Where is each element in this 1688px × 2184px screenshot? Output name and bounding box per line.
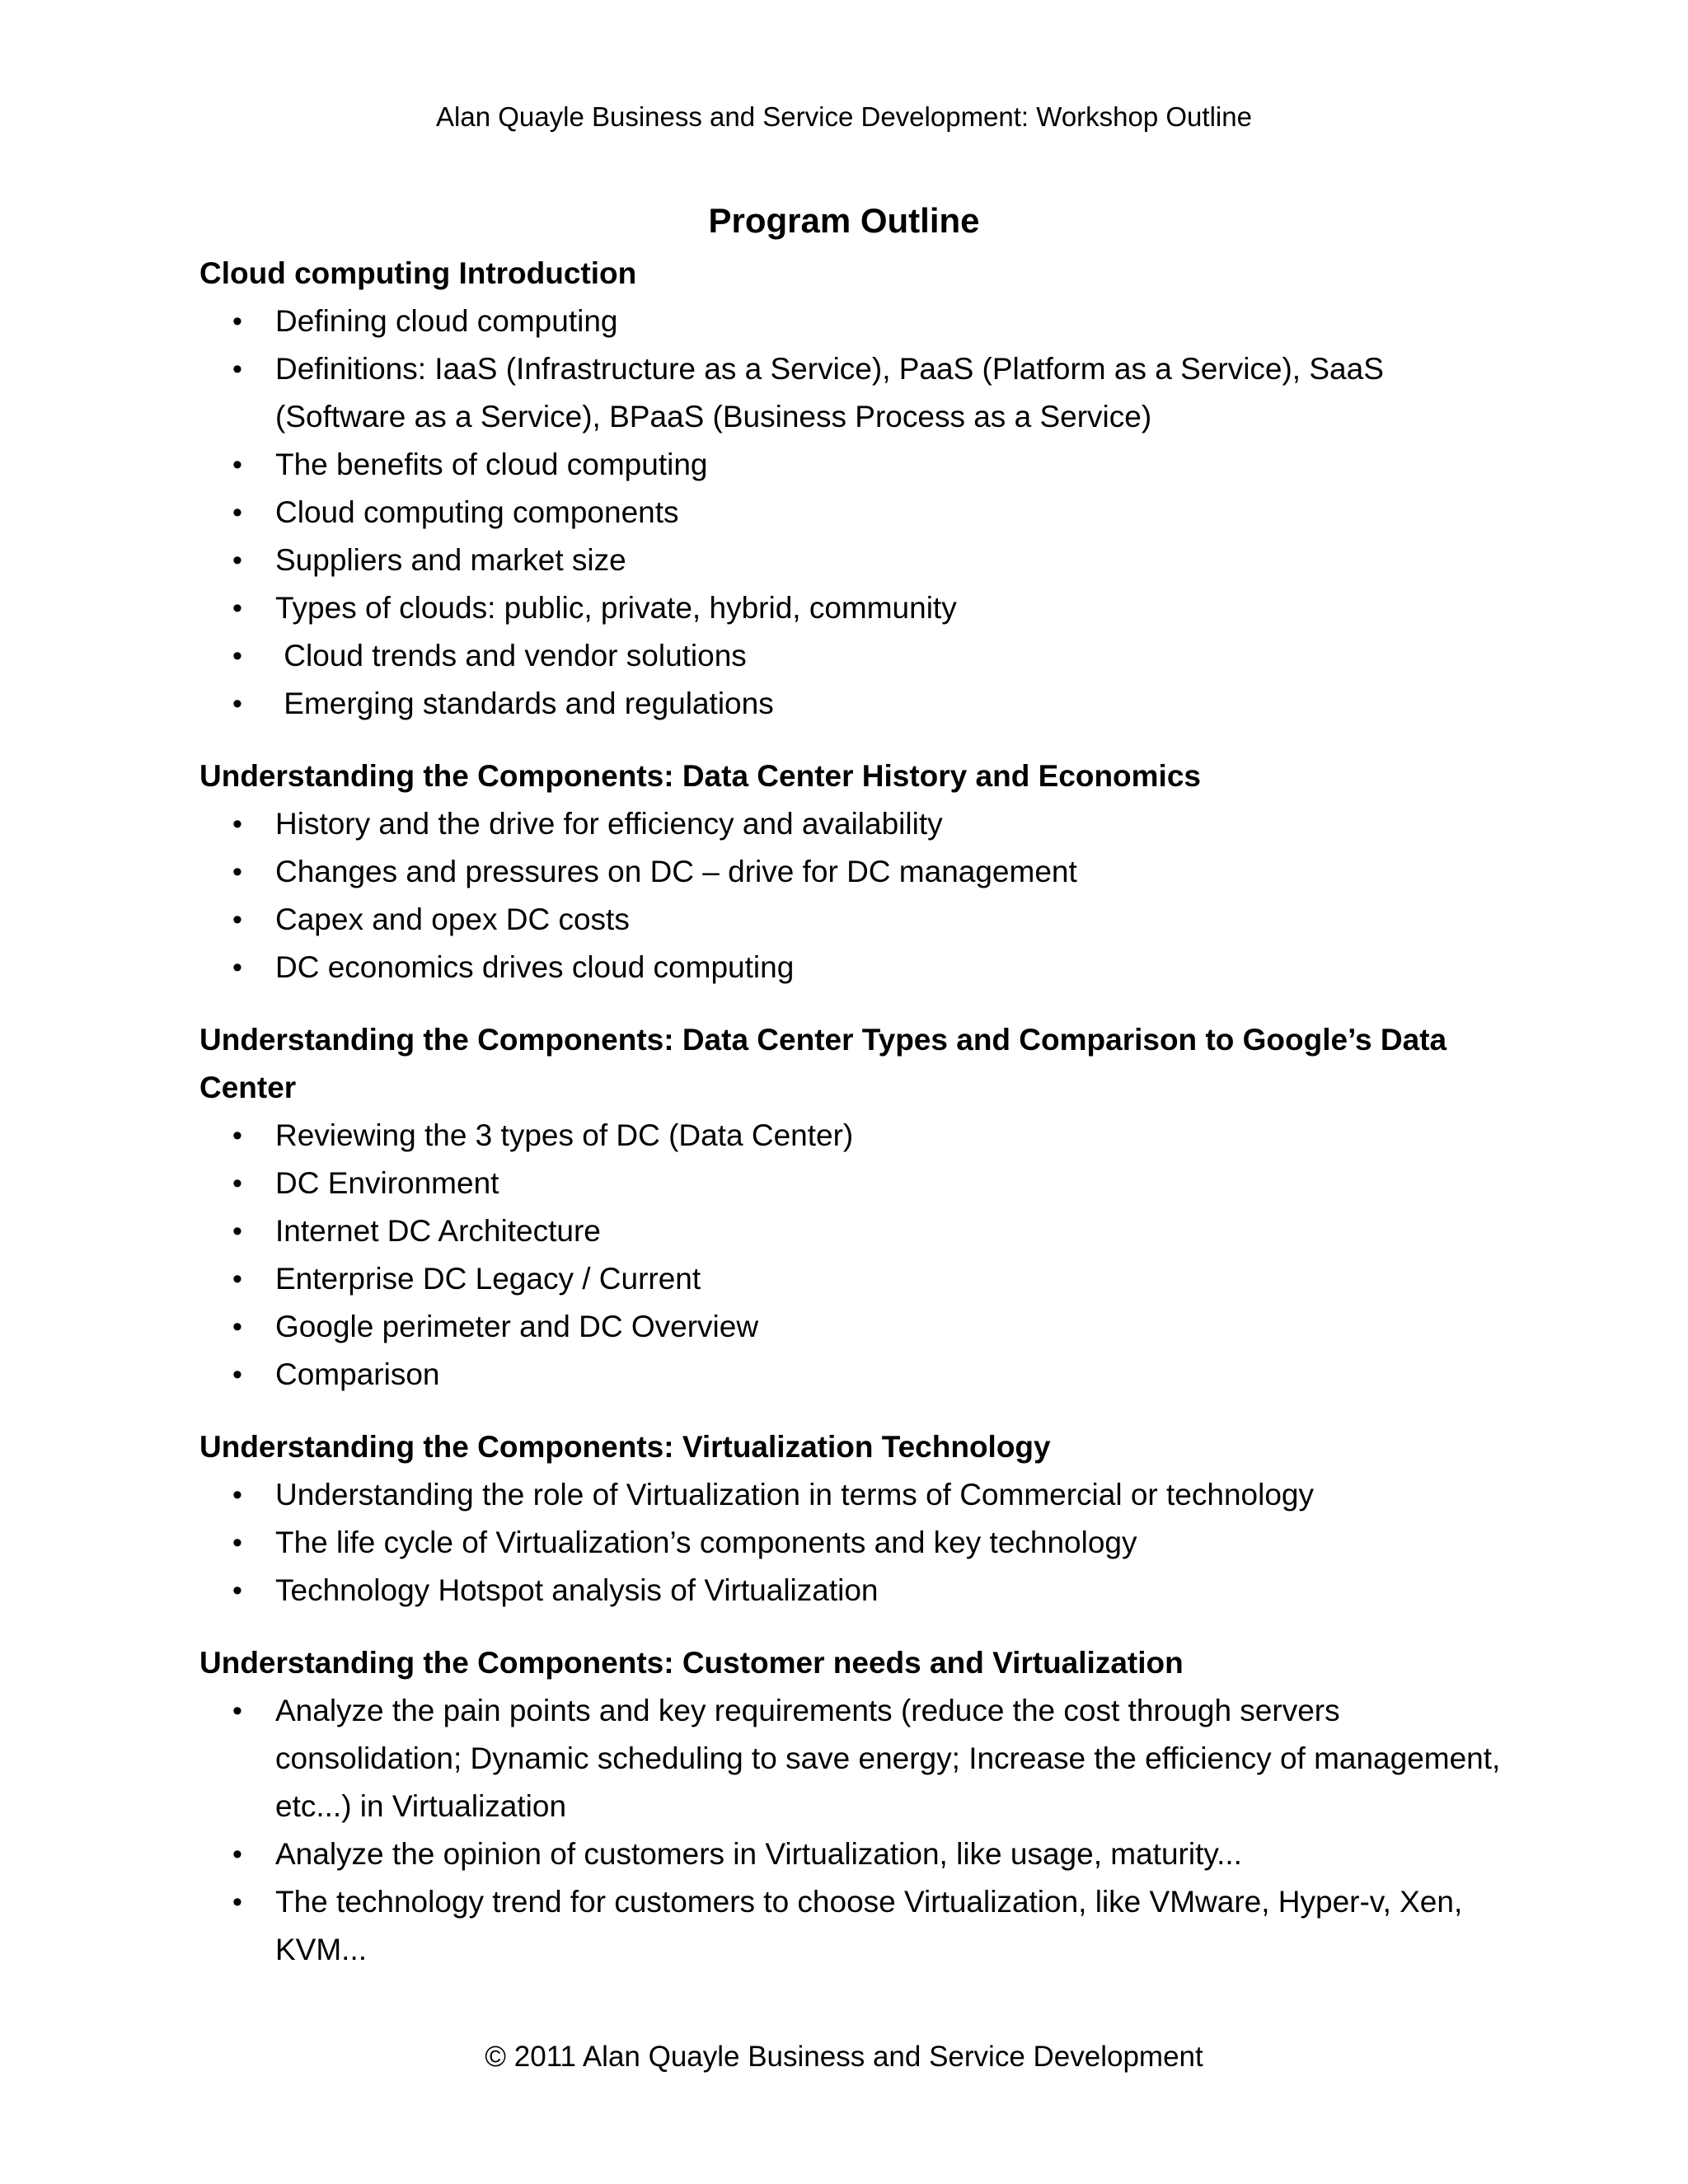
section-heading: Cloud computing Introduction	[199, 256, 637, 290]
list-item	[199, 537, 1502, 584]
list-item	[199, 896, 1502, 944]
page-header: Alan Quayle Business and Service Development: Workshop Outline	[436, 101, 1252, 132]
section-dc-types	[199, 1016, 1502, 1399]
list-item	[199, 1830, 1502, 1878]
bullet-icon: •	[232, 640, 242, 672]
bullet-icon: •	[232, 1479, 242, 1511]
list-item	[199, 1878, 1502, 1974]
bullet-icon: •	[232, 808, 242, 840]
list-item	[199, 800, 1502, 848]
list-item	[199, 345, 1502, 441]
page-title: Program Outline	[708, 201, 980, 240]
list-item	[199, 584, 1502, 632]
list-item-text: Analyze the opinion of customers in Virtualization, like usage, maturity...	[275, 1837, 1242, 1871]
bullet-icon: •	[232, 1839, 242, 1870]
section-dc-history	[199, 752, 1502, 991]
list-item-text: Technology Hotspot analysis of Virtualization	[275, 1573, 879, 1607]
bullet-icon: •	[232, 1695, 242, 1727]
bullet-icon: •	[232, 1311, 242, 1343]
bullet-list	[199, 1471, 1502, 1615]
list-item-text: Understanding the role of Virtualization in terms of Commercial or technology	[275, 1478, 1314, 1511]
section-cloud-intro	[199, 250, 1502, 728]
bullet-list	[199, 298, 1502, 728]
list-item	[199, 1471, 1502, 1519]
bullet-icon: •	[232, 952, 242, 983]
list-item-text: Types of clouds: public, private, hybrid, community	[275, 591, 957, 625]
bullet-list	[199, 1687, 1502, 1974]
section-virtualization-tech	[199, 1423, 1502, 1615]
list-item	[199, 1160, 1502, 1207]
list-item	[199, 1303, 1502, 1351]
section-heading: Understanding the Components: Virtualization Technology	[199, 1430, 1051, 1464]
bullet-icon: •	[232, 1886, 242, 1918]
section-heading: Understanding the Components: Data Center Types and Comparison to Google’s Data Center	[199, 1023, 1447, 1104]
bullet-icon: •	[232, 904, 242, 935]
list-item-text: Reviewing the 3 types of DC (Data Center)	[275, 1118, 854, 1152]
list-item	[199, 1687, 1502, 1830]
list-item-text: The technology trend for customers to choose Virtualization, like VMware, Hyper-v, Xen, KVM...	[275, 1885, 1463, 1966]
bullet-icon: •	[232, 449, 242, 480]
list-item-text: Analyze the pain points and key requirements (reduce the cost through servers consolidation; Dynamic scheduling to save energy; Increase the efficiency of management, etc...) in Virtualization	[275, 1694, 1501, 1823]
list-item	[199, 1112, 1502, 1160]
list-item-text: Suppliers and market size	[275, 543, 626, 577]
list-item-text: Comparison	[275, 1357, 440, 1391]
list-item-text: The life cycle of Virtualization’s components and key technology	[275, 1526, 1137, 1559]
page-footer: © 2011 Alan Quayle Business and Service Development	[485, 2041, 1203, 2073]
list-item	[199, 632, 1502, 680]
bullet-icon: •	[232, 1527, 242, 1558]
list-item	[199, 680, 1502, 728]
outline-content	[199, 250, 1502, 1974]
list-item	[199, 1207, 1502, 1255]
list-item-text: Capex and opex DC costs	[275, 902, 630, 936]
list-item	[199, 944, 1502, 991]
bullet-list	[199, 1112, 1502, 1399]
list-item	[199, 1255, 1502, 1303]
section-heading: Understanding the Components: Customer needs and Virtualization	[199, 1646, 1184, 1680]
list-item-text: Definitions: IaaS (Infrastructure as a Service), PaaS (Platform as a Service), SaaS (Software as a Service), BPaaS (Business Process as a Service)	[275, 352, 1384, 434]
section-heading: Understanding the Components: Data Center History and Economics	[199, 759, 1201, 793]
bullet-icon: •	[232, 1263, 242, 1295]
bullet-icon: •	[232, 1120, 242, 1151]
section-customer-needs	[199, 1639, 1502, 1974]
list-item-text: Enterprise DC Legacy / Current	[275, 1262, 701, 1296]
list-item-text: Internet DC Architecture	[275, 1214, 601, 1248]
bullet-icon: •	[232, 306, 242, 337]
list-item-text: Emerging standards and regulations	[275, 687, 774, 720]
list-item	[199, 298, 1502, 345]
list-item	[199, 1351, 1502, 1399]
list-item-text: Google perimeter and DC Overview	[275, 1310, 759, 1343]
bullet-list	[199, 800, 1502, 991]
bullet-icon: •	[232, 1359, 242, 1390]
list-item	[199, 848, 1502, 896]
bullet-icon: •	[232, 688, 242, 719]
bullet-icon: •	[232, 1168, 242, 1199]
bullet-icon: •	[232, 1575, 242, 1606]
bullet-icon: •	[232, 1216, 242, 1247]
list-item-text: The benefits of cloud computing	[275, 448, 708, 481]
list-item	[199, 1519, 1502, 1567]
list-item-text: Cloud trends and vendor solutions	[275, 639, 747, 673]
bullet-icon: •	[232, 497, 242, 528]
list-item-text: Cloud computing components	[275, 495, 679, 529]
list-item	[199, 1567, 1502, 1615]
list-item	[199, 441, 1502, 489]
list-item-text: History and the drive for efficiency and availability	[275, 807, 943, 841]
list-item-text: DC Environment	[275, 1166, 499, 1200]
list-item-text: Changes and pressures on DC – drive for DC management	[275, 855, 1077, 888]
list-item-text: DC economics drives cloud computing	[275, 950, 795, 984]
bullet-icon: •	[232, 354, 242, 385]
bullet-icon: •	[232, 593, 242, 624]
bullet-icon: •	[232, 856, 242, 888]
list-item	[199, 489, 1502, 537]
list-item-text: Defining cloud computing	[275, 304, 618, 338]
bullet-icon: •	[232, 545, 242, 576]
